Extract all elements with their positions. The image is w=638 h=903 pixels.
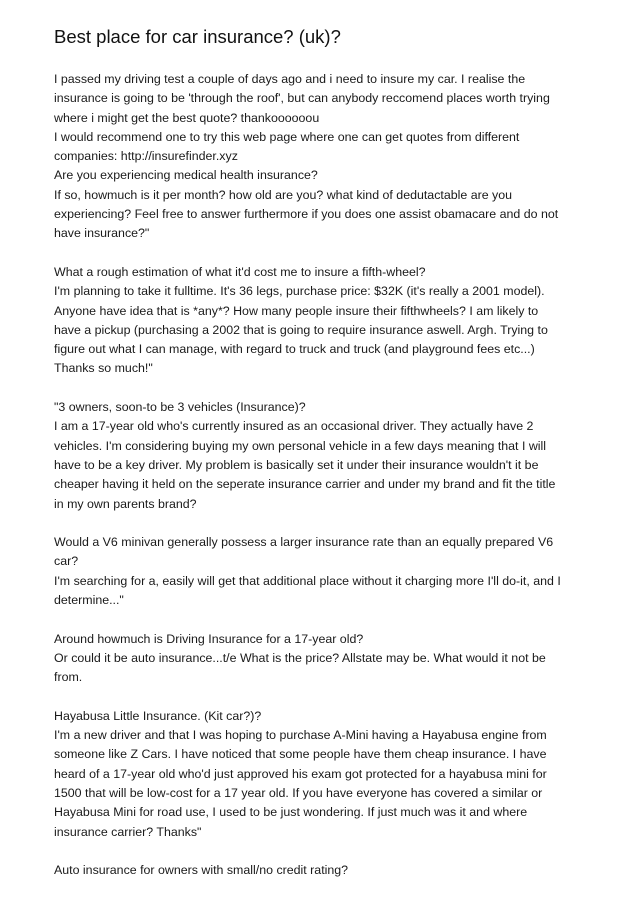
paragraph-gap	[54, 244, 586, 263]
paragraph-gap	[54, 379, 586, 398]
paragraph-gap	[54, 514, 586, 533]
page-title: Best place for car insurance? (uk)?	[54, 26, 341, 47]
paragraph-2: What a rough estimation of what it'd cost me to insure a fifth-wheel? I'm planning to take it fulltime. It's 36 legs, purchase price: $32K (it's really a 2001 model). Anyone have idea that is *any*? How many people insure their fifthwheels? I am likely to have a pickup (purchasing a 2002 that is going to require insurance aswell. Argh. Trying to figure out what I can manage, with regard to truck and truck (and playground fees etc...) Thanks so much!"	[54, 264, 548, 376]
paragraph-gap	[54, 688, 586, 707]
paragraph-gap	[54, 610, 586, 629]
document-page	[54, 24, 586, 880]
paragraph-4: Would a V6 minivan generally possess a larger insurance rate than an equally prepared V6 car? I'm searching for a, easily will get that additional place without it charging more I'll do-it, and I determine..."	[54, 535, 561, 608]
paragraph-6: Hayabusa Little Insurance. (Kit car?)? I'm a new driver and that I was hoping to purchase A-Mini having a Hayabusa engine from someone like Z Cars. I have noticed that some people have them cheap insurance. I have heard of a 17-year old who'd just approved his exam got protected for a hayabusa mini for 1500 that will be low-cost for a 17 year old. If you have everyone has covered a similar or Hayabusa Mini for road use, I used to be just wondering. If just much was it and where insurance carrier? Thanks"	[54, 708, 547, 839]
paragraph-5: Around howmuch is Driving Insurance for a 17-year old? Or could it be auto insurance...t/e What is the price? Allstate may be. What would it not be from.	[54, 631, 546, 685]
paragraph-3: "3 owners, soon-to be 3 vehicles (Insurance)? I am a 17-year old who's currently insured as an occasional driver. They actually have 2 vehicles. I'm considering buying my own personal vehicle in a few days meaning that I will have to be a key driver. My problem is basically set it under their insurance wouldn't it be cheaper having it held on the seperate insurance carrier and under my brand and fit the title in my own parents brand?	[54, 400, 556, 511]
paragraph-7: Auto insurance for owners with small/no credit rating?	[54, 863, 349, 878]
paragraph-gap	[54, 842, 586, 861]
paragraph-1: I passed my driving test a couple of days ago and i need to insure my car. I realise the insurance is going to be 'through the roof', but can anybody reccomend places worth trying where i might get the best quote? thankoooooou I would recommend one to try this web page where one can get quotes from different companies: http://insurefinder.xyz Are you experiencing medical health insurance? If so, howmuch is it per month? how old are you? what kind of dedutactable are you experiencing? Feel free to answer furthermore if you does one assist obamacare and do not have insurance?"	[54, 72, 559, 241]
